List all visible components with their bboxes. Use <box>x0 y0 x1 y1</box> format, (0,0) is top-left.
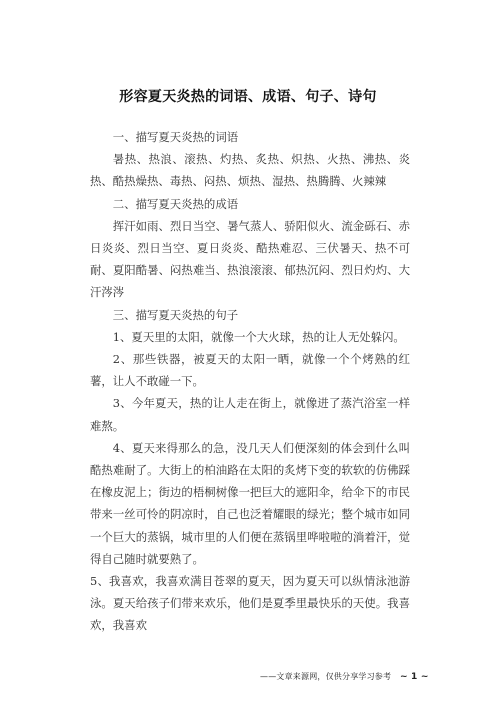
page-title: 形容夏天炎热的词语、成语、句子、诗句 <box>119 89 377 105</box>
section-body-words: 暑热、热浪、滚热、灼热、炙热、炽热、火热、沸热、炎热、酷热燥热、毒热、闷热、烦热、湿热、热腾腾、火辣辣 <box>90 152 410 189</box>
page-number: ~ 1 ~ <box>399 672 429 682</box>
section-heading-idioms: 二、描写夏天炎热的成语 <box>112 196 239 211</box>
document-body <box>90 126 410 637</box>
footer-source-text: ——文章来源网，仅供分享学习参考 <box>260 672 392 681</box>
sentence-item: 5、我喜欢，我喜欢满目苍翠的夏天，因为夏天可以纵情泳池游泳。夏天给孩子们带来欢乐，他们是夏季里最快乐的天使。我喜欢，我喜欢 <box>90 574 410 633</box>
sentence-item: 2、那些铁器，被夏天的太阳一晒，就像一个个烤熟的红薯，让人不敢碰一下。 <box>90 352 410 389</box>
sentence-item: 3、今年夏天，热的让人走在街上，就像进了蒸汽浴室一样难熬。 <box>90 396 410 433</box>
section-heading-sentences: 三、描写夏天炎热的句子 <box>112 307 239 322</box>
sentence-item: 4、夏天来得那么的急，没几天人们便深刻的体会到什么叫酷热难耐了。大街上的柏油路在太阳的炙烤下变的软软的仿佛踩在橡皮泥上；街边的梧桐树像一把巨大的遮阳伞，给伞下的市民带来一丝可怜的阴凉时，自己也泛着耀眼的绿光；整个城市如同一个巨大的蒸锅，城市里的人们便在蒸锅里哗啦啦的淌着汗，觉得自己随时就要熟了。 <box>90 440 410 566</box>
sentence-item: 1、夏天里的太阳，就像一个大火球，热的让人无处躲闪。 <box>112 329 405 344</box>
section-heading-words: 一、描写夏天炎热的词语 <box>112 130 239 144</box>
section-body-idioms: 挥汗如雨、烈日当空、暑气蒸人、骄阳似火、流金砾石、赤日炎炎、烈日当空、夏日炎炎、酷热难忍、三伏暑天、热不可耐、夏阳酷暑、闷热难当、热浪滚滚、郁热沉闷、烈日灼灼、大汗涔涔 <box>90 218 410 300</box>
page-footer <box>260 671 429 682</box>
